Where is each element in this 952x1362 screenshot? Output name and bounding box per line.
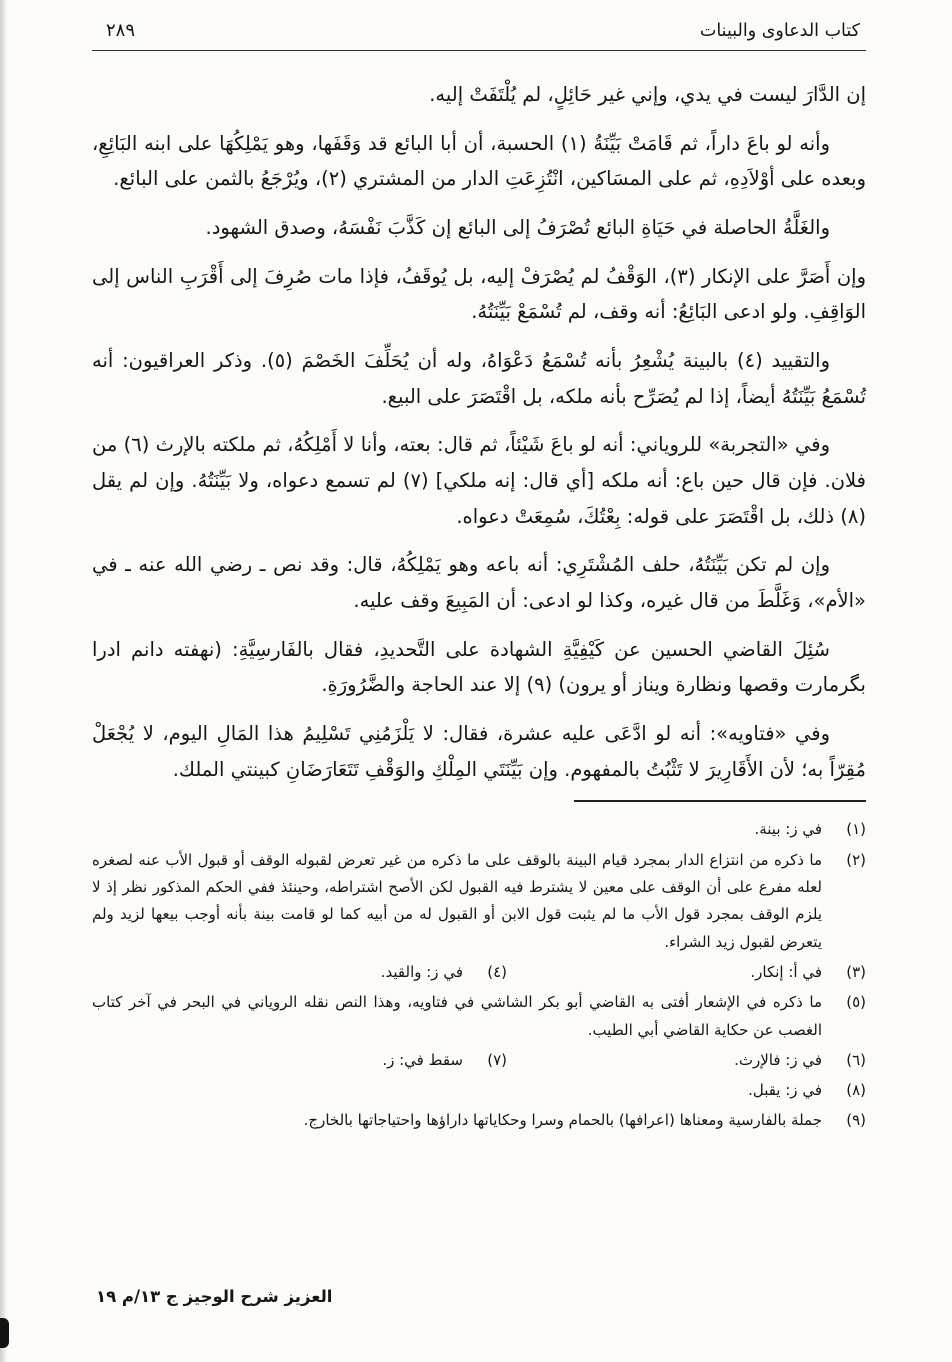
paragraph: وفي «فتاويه»: أنه لو ادَّعَى عليه عشرة، فقال: لا يَلْزَمُنِي تَسْلِيمُ هذا المَالِ اليوم، لا يُجْعَلْ مُقِرّاً به؛ لأن الأَقَارِيرَ لا تَثْبُتُ بالمفهوم. وإن بَيِّنَتَي المِلْكِ والوَقْفِ تَتَعَارَضَانِ كبينتي الملك. (92, 722, 866, 781)
footnote-text: في ز: والقيد. (380, 962, 463, 981)
footnote-text: في أ: إنكار. (750, 962, 822, 981)
body-text (92, 77, 866, 787)
page-number: ٢٨٩ (106, 20, 136, 41)
footnote-row (92, 1047, 866, 1074)
header-rule (92, 50, 866, 51)
footnote-number: (٢) (846, 850, 866, 869)
chapter-title: كتاب الدعاوى والبينات (699, 21, 860, 41)
paragraph: سُئِلَ القاضي الحسين عن كَيْفِيَّةِ الشهادة على التَّحديدِ، فقال بالفَارسِيَّةِ: (نهفته دانم ادرا بگرمارت وقصها ونظارة ويناز أو يرون) (٩) إلا عند الحاجة والضَّرُورَةِ. (92, 637, 866, 697)
page-footer (96, 1287, 332, 1306)
footnote-text: في ز: يقبل. (748, 1081, 822, 1100)
footnote-row (92, 959, 866, 986)
footnote-number: (٦) (846, 1050, 866, 1069)
scan-artifact (0, 1318, 9, 1348)
footnote-text: جملة بالفارسية ومعناها (اعرافها) بالحمام وسرا وحكاياتها داراؤها واحتياجاتها بالخارج. (303, 1111, 822, 1130)
footnote-number: (٨) (846, 1081, 866, 1100)
footnote-row (92, 1107, 866, 1134)
footnote-number: (٤) (487, 962, 507, 981)
page-header (92, 18, 866, 41)
book-volume-label: العزيز شرح الوجيز ج ١٣/م ١٩ (96, 1287, 333, 1306)
paragraph: وأنه لو باعَ داراً، ثم قَامَتْ بَيِّنَةُ (١) الحسبة، أن أبا البائع قد وَقَفَها، وهو يَمْلِكُهَا على ابنه البَائِعِ، وبعده على أوْلاَدِهِ، ثم على المسَاكين، انْتُزِعَتِ الدار من المشتري (٢)، ويُرْجَعُ بالثمن على البائع. (92, 131, 866, 191)
paragraph: وإن أَصَرَّ على الإنكار (٣)، الوَقْفُ لم يُصْرَفْ إليه، بل يُوقَفُ، فإذا مات صُرِفَ إلى أَقْرَبِ الناس إلى الوَاقِفِ. ولو ادعى البَائِعُ: أنه وقف، لم تُسْمَعْ بَيِّنَتُهُ. (92, 264, 866, 324)
footnote-number: (٩) (846, 1111, 866, 1130)
footnote-text: في ز: بينة. (754, 820, 822, 839)
paragraph: وإن لم تكن بَيِّنَتُهُ، حلف المُشْتَرِي: أنه باعه وهو يَمْلِكُهُ، قال: وقد نص ـ رضي الله عنه ـ في «الأم»، وَغَلَّطَ من قال غيره، وكذا لو ادعى: أن المَبِيعَ وقف عليه. (92, 553, 866, 613)
footnote-number: (٥) (846, 993, 866, 1012)
paragraph: إن الدَّارَ ليست في يدي، وإني غير حَائِلٍ، لم يُلْتَفَتْ إليه. (429, 83, 866, 106)
footnote-text: في ز: فالإرث. (734, 1050, 822, 1069)
footnote-text: ما ذكره في الإشعار أفتى به القاضي أبو بكر الشاشي في فتاويه، وهذا النص نقله الروياني في البحر في آخر كتاب الغصب عن حكاية القاضي أبي الطيب. (92, 993, 822, 1039)
footnote-text: سقط في: ز. (382, 1050, 463, 1069)
footnote-text: ما ذكره من انتزاع الدار بمجرد قيام البينة بالوقف على ما ذكره من غير تعرض لقبوله الوقف أو قبول الأب عنه لصغره لعله مفرع على أن الوقف على معين لا يشترط فيه القبول لكن الأصح اشتراطه، وحينئذ ففي الحكم المذكور نظر إذ لا يلزم الوقف بمجرد قول الأب ما لم يثبت قول الابن أو القبول له من أبيه كما لو قامت بينة بأنه أوجب بيعها لزيد ولم يتعرض لقبول زيد الشراء. (92, 850, 822, 951)
footnote-row (92, 1077, 866, 1104)
footnote-number: (٧) (487, 1050, 507, 1069)
footnote-number: (١) (846, 820, 866, 839)
footnote-number: (٣) (846, 962, 866, 981)
footnote-row (92, 847, 866, 956)
paragraph: والتقييد (٤) بالبينة يُشْعِرُ بأنه تُسْمَعُ دَعْوَاهُ، وله أن يُحَلِّفَ الخَصْمَ (٥). وذكر العراقيون: أنه تُسْمَعُ بَيِّنَتُهُ أيضاً، إذا لم يُصَرِّح بأنه ملكه، بل اقْتَصَرَ على البيع. (92, 349, 866, 408)
footnote-separator (574, 800, 866, 802)
footnote-row (92, 816, 866, 843)
footnotes (92, 816, 866, 1134)
paragraph: وفي «التجربة» للروياني: أنه لو باعَ شَيْئاً، ثم قال: بعته، وأنا لا أَمْلِكُهُ، ثم ملكته بالإرث (٦) من فلان. فإن قال حين باع: أنه ملكه [أي قال: إنه ملكي] (٧) لم تسمع دعواه، ولا بَيِّنَتُهُ. وإن لم يقل (٨) ذلك، بل اقْتَصَرَ على قوله: بِعْتُكَ، سُمِعَتْ دعواه. (92, 433, 866, 528)
footnote-row (92, 989, 866, 1044)
paragraph: والغَلَّةُ الحاصلة في حَيَاةِ البائع تُصْرَفُ إلى البائع إن كَذَّبَ نَفْسَهُ، وصدق الشهود. (205, 216, 830, 240)
